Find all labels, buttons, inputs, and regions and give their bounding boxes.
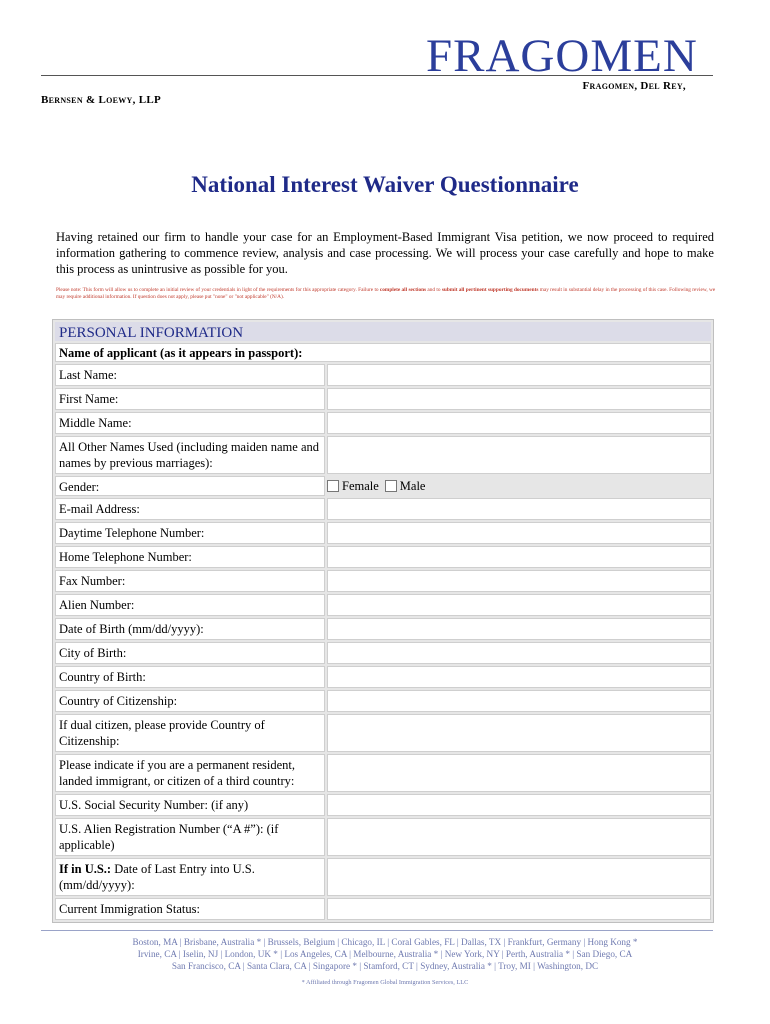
row-country-of-birth — [55, 666, 711, 688]
first-name-input[interactable] — [327, 388, 711, 410]
field-label: Middle Name: — [55, 412, 325, 434]
header-rule — [41, 75, 713, 76]
note-bold-2: submit all pertinent supporting documents — [441, 287, 539, 293]
field-label: Country of Citizenship: — [55, 690, 325, 712]
fax-input[interactable] — [327, 570, 711, 592]
office-locations — [60, 936, 710, 972]
note-text-3: may result in substantial delay in the processing of this case. Following review, we may require additional information. If question does not apply, please put "none" or "not applicable" (N/A). — [56, 287, 716, 300]
page-title: National Interest Waiver Questionnaire — [191, 172, 579, 197]
gender-options — [327, 476, 711, 496]
note-bold-1: complete all sections — [379, 287, 427, 293]
row-residency-status — [55, 754, 711, 792]
section-heading: PERSONAL INFORMATION — [55, 322, 711, 341]
applicant-name-subheading: Name of applicant (as it appears in passport): — [55, 343, 711, 362]
field-label: Gender: — [55, 476, 325, 496]
row-dual-citizenship — [55, 714, 711, 752]
field-label: Alien Number: — [55, 594, 325, 616]
email-input[interactable] — [327, 498, 711, 520]
alien-registration-input[interactable] — [327, 818, 711, 856]
row-country-of-citizenship — [55, 690, 711, 712]
field-label: Country of Birth: — [55, 666, 325, 688]
row-ssn — [55, 794, 711, 816]
field-label: E-mail Address: — [55, 498, 325, 520]
field-label: U.S. Social Security Number: (if any) — [55, 794, 325, 816]
field-label: Last Name: — [55, 364, 325, 386]
field-label: Daytime Telephone Number: — [55, 522, 325, 544]
field-label: Current Immigration Status: — [55, 898, 325, 920]
note-text-2: and to — [426, 287, 442, 293]
row-fax — [55, 570, 711, 592]
row-daytime-phone — [55, 522, 711, 544]
home-phone-input[interactable] — [327, 546, 711, 568]
row-date-of-birth — [55, 618, 711, 640]
fragomen-logo — [426, 30, 716, 82]
affiliation-note: * Affiliated through Fragomen Global Immigration Services, LLC — [301, 979, 469, 986]
city-of-birth-input[interactable] — [327, 642, 711, 664]
personal-information-form — [52, 319, 714, 923]
female-checkbox[interactable] — [327, 480, 339, 492]
alien-number-input[interactable] — [327, 594, 711, 616]
row-first-name — [55, 388, 711, 410]
row-immigration-status — [55, 898, 711, 920]
row-last-entry — [55, 858, 711, 896]
gender-option-male[interactable] — [385, 479, 426, 494]
ssn-input[interactable] — [327, 794, 711, 816]
last-entry-input[interactable] — [327, 858, 711, 896]
offices-line-2: Irvine, CA | Iselin, NJ | London, UK * | Los Angeles, CA | Melbourne, Australia * | New York, NY | Perth, Australia * | San Diego, CA — [137, 949, 633, 959]
male-label: Male — [399, 478, 426, 493]
firm-name-right: Fragomen, Del Rey, — [582, 80, 686, 92]
country-of-birth-input[interactable] — [327, 666, 711, 688]
row-gender — [55, 476, 711, 496]
logo-text: FRAGOMEN — [426, 30, 698, 82]
field-label: Date of Birth (mm/dd/yyyy): — [55, 618, 325, 640]
last-name-input[interactable] — [327, 364, 711, 386]
country-of-citizenship-input[interactable] — [327, 690, 711, 712]
daytime-phone-input[interactable] — [327, 522, 711, 544]
footer-rule — [41, 930, 713, 931]
field-label: City of Birth: — [55, 642, 325, 664]
other-names-input[interactable] — [327, 436, 711, 474]
field-label-rest: Date of Last Entry into U.S. (mm/dd/yyyy): — [59, 862, 255, 892]
field-label: Please indicate if you are a permanent resident, landed immigrant, or citizen of a third country: — [55, 754, 325, 792]
row-city-of-birth — [55, 642, 711, 664]
male-checkbox[interactable] — [385, 480, 397, 492]
field-label: Fax Number: — [55, 570, 325, 592]
field-label: If dual citizen, please provide Country of Citizenship: — [55, 714, 325, 752]
field-label: U.S. Alien Registration Number (“A #”): (if applicable) — [55, 818, 325, 856]
row-home-phone — [55, 546, 711, 568]
date-of-birth-input[interactable] — [327, 618, 711, 640]
offices-line-3: San Francisco, CA | Santa Clara, CA | Singapore * | Stamford, CT | Sydney, Australia * | Troy, MI | Washington, DC — [171, 961, 599, 971]
instructions-note — [56, 287, 716, 301]
row-middle-name — [55, 412, 711, 434]
immigration-status-input[interactable] — [327, 898, 711, 920]
gender-option-female[interactable] — [327, 479, 379, 494]
note-text-1: Please note: This form will allow us to complete an initial review of your credentials in light of the requirements for this appropriate category. Failure to — [56, 287, 380, 293]
row-alien-number — [55, 594, 711, 616]
residency-status-input[interactable] — [327, 754, 711, 792]
middle-name-input[interactable] — [327, 412, 711, 434]
field-label: Home Telephone Number: — [55, 546, 325, 568]
field-label: First Name: — [55, 388, 325, 410]
intro-paragraph: Having retained our firm to handle your case for an Employment-Based Immigrant Visa petition, we now proceed to required information gathering to commence review, analysis and case processing. We will process your case carefully and hope to make this process as unintrusive as possible for you. — [56, 230, 714, 276]
field-label — [55, 858, 325, 896]
field-label-bold: If in U.S.: — [59, 862, 112, 876]
field-label: All Other Names Used (including maiden name and names by previous marriages): — [55, 436, 325, 474]
row-alien-registration — [55, 818, 711, 856]
row-email — [55, 498, 711, 520]
firm-name-left: Bernsen & Loewy, LLP — [41, 94, 162, 106]
dual-citizenship-input[interactable] — [327, 714, 711, 752]
row-last-name — [55, 364, 711, 386]
female-label: Female — [342, 478, 379, 493]
row-other-names — [55, 436, 711, 474]
offices-line-1: Boston, MA | Brisbane, Australia * | Brussels, Belgium | Chicago, IL | Coral Gables, FL | Dallas, TX | Frankfurt, Germany | Hong Kong * — [132, 937, 638, 947]
